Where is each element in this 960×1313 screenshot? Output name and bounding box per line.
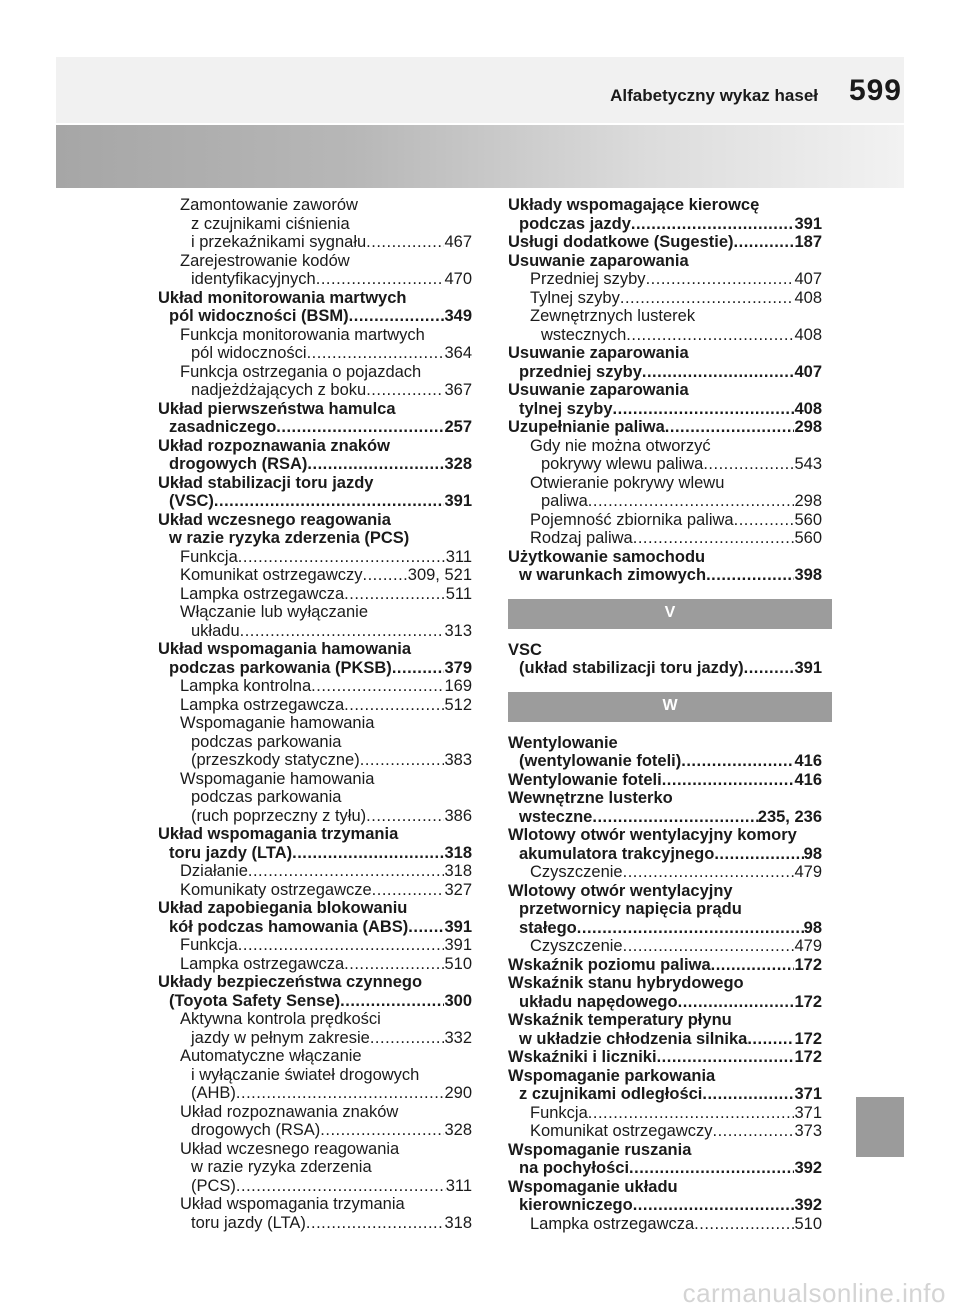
page-reference: 470 (444, 270, 472, 288)
entry-text: Wlotowy otwór wentylacyjny (508, 881, 733, 900)
page-reference: 311 (445, 1176, 472, 1195)
dot-leader (236, 1084, 445, 1103)
entry-text: Funkcja ostrzegania o pojazdach (180, 362, 422, 381)
index-subentry (508, 1215, 822, 1234)
entry-text: (VSC) (169, 492, 214, 510)
index-entry (508, 1067, 822, 1104)
entry-text: Układ monitorowania martwych (158, 288, 407, 307)
entry-text: Lampka ostrzegawcza (530, 1214, 695, 1233)
page-reference: 98 (803, 844, 822, 863)
dot-leader (734, 233, 795, 252)
index-entry (158, 474, 472, 511)
watermark: carmanualsonline.info (682, 1278, 946, 1308)
index-subentry (508, 511, 822, 530)
dot-leader (344, 585, 446, 604)
dot-leader (240, 622, 445, 641)
entry-text: Zarejestrowanie kodów (180, 251, 350, 270)
entry-text: (ruch poprzeczny z tyłu) (191, 806, 367, 825)
letter-heading: V (508, 599, 832, 629)
section-title: Alfabetyczny wykaz haseł (610, 86, 818, 105)
entry-text: układu napędowego (519, 992, 678, 1011)
dot-leader (714, 845, 803, 864)
dot-leader (307, 344, 445, 363)
page-reference: 560 (794, 529, 822, 547)
entry-text: Otwieranie pokrywy wlewu (530, 473, 725, 492)
entry-text: (przeszkody statyczne) (191, 751, 360, 769)
entry-text: wstecznych (541, 325, 627, 344)
entry-text: drogowych (RSA) (191, 1121, 321, 1139)
dot-leader (238, 936, 445, 955)
page-reference: 172 (794, 955, 822, 974)
index-subentry (158, 548, 472, 567)
index-entry (508, 771, 822, 790)
entry-text: Wspomaganie układu (508, 1177, 678, 1196)
dot-leader (747, 1030, 794, 1049)
index-subentry (508, 307, 822, 344)
index-subentry (158, 936, 472, 955)
index-subentry (158, 1195, 472, 1232)
entry-text: Wentylowanie foteli (508, 770, 662, 789)
entry-text: Wskaźniki i liczniki (508, 1048, 657, 1066)
index-subentry (508, 474, 822, 511)
index-entry (508, 233, 822, 252)
entry-text: (AHB) (191, 1084, 236, 1102)
entry-text: Komunikat ostrzegawczy (530, 1122, 713, 1140)
entry-text: Zewnętrznych lusterek (530, 307, 696, 325)
entry-text: (Toyota Safety Sense) (169, 991, 341, 1010)
entry-text: przetwornicy napięcia prądu (519, 900, 742, 918)
dot-leader (340, 992, 444, 1011)
dot-leader (306, 1214, 445, 1233)
chapter-gradient-band (56, 125, 904, 188)
page-reference: 172 (794, 1029, 822, 1048)
index-subentry (508, 437, 822, 474)
page-reference: 386 (444, 806, 472, 825)
dot-leader (307, 455, 444, 474)
page-reference: 479 (794, 863, 822, 881)
page-reference: 290 (444, 1084, 472, 1102)
entry-text: pokrywy wlewu paliwa (541, 455, 704, 473)
entry-text: Usuwanie zaparowania (508, 251, 689, 270)
index-subentry (158, 196, 472, 252)
page-reference: 416 (794, 770, 822, 789)
dot-leader (344, 696, 444, 715)
entry-text: Uzupełnianie paliwa (508, 418, 665, 436)
dot-leader (311, 677, 444, 696)
index-subentry (158, 1140, 472, 1196)
entry-text: Usuwanie zaparowania (508, 381, 689, 399)
entry-text: Funkcja monitorowania martwych (180, 325, 425, 344)
index-entry (158, 825, 472, 862)
entry-text: Układ rozpoznawania znaków (180, 1102, 399, 1121)
entry-text: Wentylowanie (508, 733, 618, 752)
page-reference: 467 (444, 233, 472, 251)
dot-leader (665, 418, 795, 437)
index-entry (158, 973, 472, 1010)
entry-text: Układ wspomagania trzymania (180, 1195, 405, 1213)
entry-text: Wskaźnik poziomu paliwa (508, 955, 711, 974)
index-entry (508, 1141, 822, 1178)
index-entry (508, 1048, 822, 1067)
index-entry (508, 882, 822, 938)
entry-text: Funkcja (530, 1103, 588, 1122)
dot-leader (588, 1104, 795, 1123)
page-reference: 328 (444, 1121, 472, 1139)
entry-text: Funkcja (180, 936, 238, 954)
entry-text: Lampka ostrzegawcza (180, 584, 345, 603)
page-reference: 543 (794, 455, 822, 473)
entry-text: Układ wczesnego reagowania (180, 1139, 400, 1158)
entry-text: Układ zapobiegania blokowaniu (158, 899, 408, 917)
index-subentry (508, 1104, 822, 1123)
index-entry (508, 381, 822, 418)
index-subentry (158, 677, 472, 696)
page-reference: 416 (794, 752, 822, 770)
entry-text: w warunkach zimowych (519, 566, 707, 584)
entry-text: Gdy nie można otworzyć (530, 436, 711, 455)
page-reference: 407 (794, 270, 822, 288)
dot-leader (631, 215, 795, 234)
entry-text: Wlotowy otwór wentylacyjny komory (508, 826, 797, 844)
page-reference: 257 (444, 418, 472, 436)
page-reference: 98 (803, 918, 822, 937)
page-reference: 371 (794, 1085, 822, 1103)
index-entry (508, 344, 822, 381)
entry-text: z czujnikami odległości (519, 1085, 703, 1103)
entry-text: Układy wspomagające kierowcę (508, 196, 760, 214)
entry-text: Wskaźnik stanu hybrydowego (508, 974, 744, 992)
entry-text: i przekaźnikami sygnału (191, 233, 367, 251)
entry-text: pól widoczności (191, 344, 307, 362)
dot-leader (626, 326, 794, 345)
page-reference: 318 (444, 862, 472, 880)
entry-text: nadjeżdżających z boku (191, 381, 367, 399)
entry-text: (wentylowanie foteli) (519, 752, 682, 770)
entry-text: podczas parkowania (191, 788, 342, 806)
dot-leader (744, 659, 795, 678)
page-reference: 332 (444, 1028, 472, 1047)
entry-text: jazdy w pełnym zakresie (191, 1028, 370, 1047)
dot-leader (236, 1177, 446, 1196)
index-subentry (158, 1010, 472, 1047)
page-reference: 309, 521 (407, 566, 472, 584)
dot-leader (623, 937, 795, 956)
dot-leader (372, 881, 445, 900)
index-subentry (158, 696, 472, 715)
entry-text: identyfikacyjnych (191, 270, 316, 288)
dot-leader (706, 566, 794, 585)
index-entry (508, 974, 822, 1011)
dot-leader (633, 529, 795, 548)
index-subentry (508, 289, 822, 308)
index-entry (508, 196, 822, 233)
dot-leader (344, 955, 444, 974)
dot-leader (366, 807, 444, 826)
page-reference: 383 (444, 751, 472, 769)
entry-text: Wewnętrzne lusterko (508, 789, 673, 807)
page-reference: 172 (794, 1048, 822, 1066)
dot-leader (366, 233, 444, 252)
entry-text: Pojemność zbiornika paliwa (530, 510, 734, 529)
index-entry (508, 826, 822, 863)
page-reference: 511 (445, 584, 472, 603)
index-subentry (158, 770, 472, 826)
entry-text: Użytkowanie samochodu (508, 547, 706, 566)
page-reference: 512 (444, 695, 472, 714)
entry-text: Układ stabilizacji toru jazdy (158, 473, 374, 492)
index-subentry (508, 270, 822, 289)
index-entry (158, 899, 472, 936)
page-reference: 479 (794, 937, 822, 955)
entry-text: w razie ryzyka zderzenia (PCS) (169, 529, 410, 547)
dot-leader (623, 863, 795, 882)
dot-leader (662, 771, 795, 790)
dot-leader (620, 289, 795, 308)
letter-heading: W (508, 692, 832, 722)
dot-leader (214, 492, 445, 511)
entry-text: tylnej szyby (519, 399, 613, 418)
dot-leader (613, 400, 795, 419)
dot-leader (408, 918, 444, 937)
entry-text: Układ pierwszeństwa hamulca (158, 399, 396, 418)
index-subentry (508, 937, 822, 956)
index-entry (508, 641, 822, 678)
dot-leader (642, 363, 795, 382)
entry-text: Działanie (180, 862, 248, 880)
page-reference: 313 (444, 621, 472, 640)
dot-leader (238, 548, 446, 567)
page-reference: 318 (444, 843, 472, 862)
dot-leader (734, 511, 795, 530)
page-reference: 391 (794, 214, 822, 233)
entry-text: Przedniej szyby (530, 270, 646, 288)
page-reference: 408 (794, 325, 822, 344)
entry-text: Włączanie lub wyłączanie (180, 603, 369, 621)
page-number: 599 (848, 74, 902, 107)
entry-text: Usługi dodatkowe (Sugestie) (508, 233, 734, 251)
dot-leader (370, 1029, 445, 1048)
dot-leader (592, 808, 757, 827)
entry-text: Układ wspomagania trzymania (158, 825, 399, 843)
index-subentry (158, 603, 472, 640)
entry-text: stałego (519, 918, 577, 937)
entry-text: Usuwanie zaparowania (508, 344, 689, 362)
entry-text: Zamontowanie zaworów (180, 196, 358, 214)
entry-text: i wyłączanie świateł drogowych (191, 1065, 420, 1084)
dot-leader (363, 566, 408, 585)
page-reference: 367 (444, 381, 472, 399)
page-reference: 172 (794, 992, 822, 1011)
dot-leader (681, 752, 794, 771)
entry-text: przedniej szyby (519, 362, 642, 381)
entry-text: Lampka ostrzegawcza (180, 954, 345, 973)
index-entry (508, 252, 822, 271)
entry-text: Układ wczesnego reagowania (158, 510, 391, 529)
entry-text: podczas parkowania (191, 732, 342, 751)
index-subentry (508, 529, 822, 548)
index-subentry (158, 252, 472, 289)
index-subentry (508, 1122, 822, 1141)
entry-text: drogowych (RSA) (169, 455, 308, 473)
page-reference: 235, 236 (757, 807, 822, 826)
entry-text: Układ wspomagania hamowania (158, 640, 412, 658)
page-reference: 392 (794, 1159, 822, 1177)
dot-leader (713, 1122, 795, 1141)
index-subentry (508, 863, 822, 882)
dot-leader (316, 270, 445, 289)
index-subentry (158, 862, 472, 881)
entry-text: Tylnej szyby (530, 288, 620, 307)
page-reference: 169 (444, 677, 472, 695)
page-reference: 298 (794, 418, 822, 436)
page-reference: 379 (444, 658, 472, 677)
entry-text: Czyszczenie (530, 937, 623, 955)
entry-text: w układzie chłodzenia silnika (519, 1029, 748, 1048)
entry-text: toru jazdy (LTA) (191, 1213, 306, 1232)
dot-leader (702, 1085, 794, 1104)
entry-text: w razie ryzyka zderzenia (191, 1158, 372, 1176)
index-entry (508, 548, 822, 585)
index-subentry (158, 1103, 472, 1140)
entry-text: Lampka kontrolna (180, 677, 312, 695)
dot-leader (657, 1048, 795, 1067)
entry-text: podczas parkowania (PKSB) (169, 658, 392, 677)
page-reference: 311 (445, 547, 472, 566)
entry-text: Aktywna kontrola prędkości (180, 1010, 381, 1028)
entry-text: układu (191, 621, 240, 640)
page-reference: 364 (444, 344, 472, 362)
index-entry (508, 734, 822, 771)
dot-leader (366, 381, 444, 400)
index-entry (508, 1011, 822, 1048)
index-subentry (158, 585, 472, 604)
dot-leader (349, 307, 445, 326)
page-reference: 408 (794, 399, 822, 418)
entry-text: pól widoczności (BSM) (169, 307, 349, 325)
index-subentry (158, 714, 472, 770)
index-entry (158, 400, 472, 437)
dot-leader (694, 1215, 794, 1234)
page-reference: 398 (794, 566, 822, 584)
entry-text: Wspomaganie parkowania (508, 1066, 716, 1085)
dot-leader (360, 751, 445, 770)
entry-text: kierowniczego (519, 1196, 633, 1214)
entry-text: (PCS) (191, 1176, 236, 1195)
entry-text: Lampka ostrzegawcza (180, 695, 345, 714)
index-subentry (158, 326, 472, 363)
page-reference: 327 (444, 880, 472, 899)
page-reference: 391 (444, 492, 472, 510)
index-entry (508, 789, 822, 826)
dot-leader (292, 844, 444, 863)
entry-text: Komunikat ostrzegawczy (180, 566, 363, 584)
entry-text: Czyszczenie (530, 863, 623, 881)
index-subentry (158, 566, 472, 585)
page-reference: 349 (444, 307, 472, 325)
page-reference: 510 (794, 1214, 822, 1233)
dot-leader (276, 418, 444, 437)
chapter-side-tab (856, 1097, 904, 1157)
page-reference: 392 (794, 1196, 822, 1214)
page-reference: 298 (794, 492, 822, 510)
dot-leader (392, 659, 445, 678)
entry-text: Komunikaty ostrzegawcze (180, 880, 372, 899)
dot-leader (703, 455, 794, 474)
index-subentry (158, 881, 472, 900)
entry-text: Automatyczne włączanie (180, 1047, 362, 1065)
entry-text: podczas jazdy (519, 214, 631, 233)
entry-text: wsteczne (519, 807, 593, 826)
index-entry (158, 640, 472, 677)
index-entry (158, 289, 472, 326)
page-reference: 391 (444, 936, 472, 954)
dot-leader (629, 1159, 794, 1178)
page-reference: 407 (794, 362, 822, 381)
index-subentry (158, 363, 472, 400)
index-subentry (158, 955, 472, 974)
index-entry (508, 418, 822, 437)
dot-leader (248, 862, 445, 881)
index-entry (508, 956, 822, 975)
index-entry (158, 511, 472, 548)
index-column-left (158, 196, 472, 1232)
index-entry (158, 437, 472, 474)
dot-leader (678, 993, 795, 1012)
page-reference: 187 (794, 233, 822, 251)
entry-text: Wspomaganie ruszania (508, 1140, 692, 1159)
entry-text: na pochyłości (519, 1159, 630, 1177)
entry-text: Układ rozpoznawania znaków (158, 436, 390, 455)
page-reference: 371 (794, 1103, 822, 1122)
entry-text: Układy bezpieczeństwa czynnego (158, 973, 423, 991)
page-reference: 318 (444, 1213, 472, 1232)
entry-text: akumulatora trakcyjnego (519, 844, 715, 863)
page-reference: 328 (444, 455, 472, 473)
page-reference: 510 (444, 954, 472, 973)
entry-text: Rodzaj paliwa (530, 529, 633, 547)
page-reference: 300 (444, 991, 472, 1010)
entry-text: paliwa (541, 492, 588, 510)
dot-leader (588, 492, 795, 511)
entry-text: Wspomaganie hamowania (180, 714, 375, 732)
index-entry (508, 1178, 822, 1215)
entry-text: kół podczas hamowania (ABS) (169, 917, 409, 936)
entry-text: Wspomaganie hamowania (180, 769, 375, 788)
page-reference: 560 (794, 510, 822, 529)
page-reference: 408 (794, 288, 822, 307)
entry-text: Funkcja (180, 547, 238, 566)
dot-leader (633, 1196, 795, 1215)
entry-text: Wskaźnik temperatury płynu (508, 1011, 732, 1029)
entry-text: toru jazdy (LTA) (169, 843, 293, 862)
dot-leader (577, 919, 804, 938)
dot-leader (711, 956, 795, 975)
page-reference: 373 (794, 1122, 822, 1140)
entry-text: z czujnikami ciśnienia (191, 214, 350, 233)
index-subentry (158, 1047, 472, 1103)
entry-text: (układ stabilizacji toru jazdy) (519, 659, 744, 677)
page-reference: 391 (444, 917, 472, 936)
dot-leader (646, 270, 795, 289)
entry-text: zasadniczego (169, 418, 277, 436)
page-reference: 391 (794, 659, 822, 677)
entry-text: VSC (508, 640, 542, 659)
dot-leader (320, 1121, 444, 1140)
index-column-right (508, 196, 822, 1233)
